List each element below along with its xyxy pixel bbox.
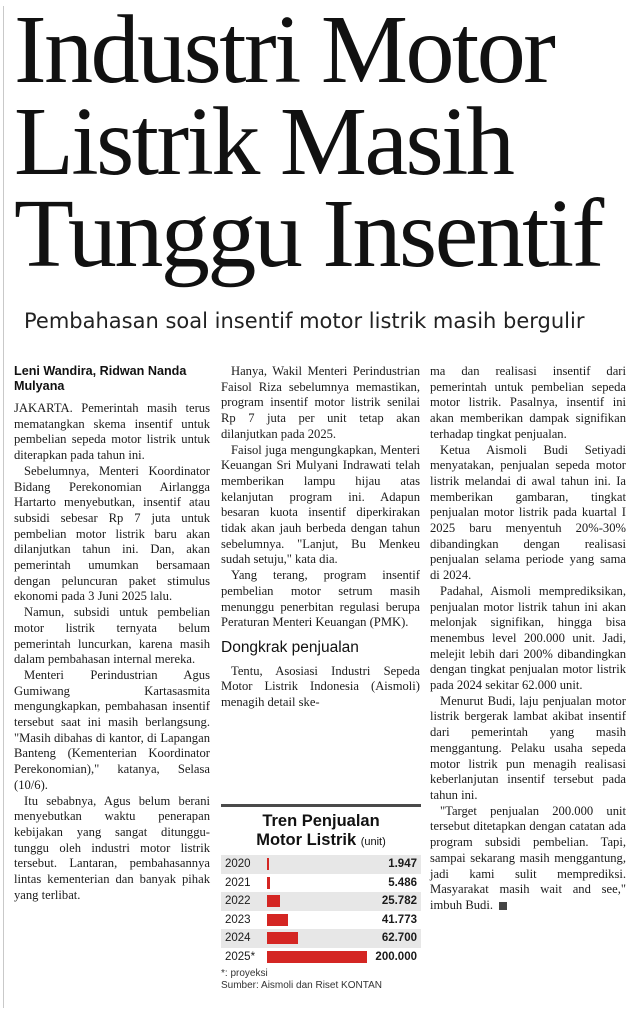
- chart-bar-track: [267, 895, 367, 907]
- paragraph: [430, 804, 626, 914]
- chart-row: [221, 855, 421, 874]
- closing-quote-text: "Target penjualan 200.000 unit tersebut ditetapkan dengan catatan ada program subsidi pembelian. Tapi, sampai sekarang masih menggantung, jadi kami sulit memprediksi. Masyarakat masih wait and see," imbuh Budi.: [430, 803, 626, 912]
- chart-unit: (unit): [360, 836, 386, 848]
- chart-value-label: 25.782: [381, 895, 417, 908]
- column-3: [430, 364, 626, 914]
- chart-year-label: 2024: [225, 932, 251, 945]
- paragraph: ma dan realisasi insentif dari pemerintah untuk pembelian sepeda motor listrik. Pasalnya, insentif ini akan memberikan dampak signifikan terhadap tingkat penjualan.: [430, 364, 626, 441]
- paragraph: Yang terang, program insentif pembelian motor setrum masih menunggu penerbitan regulasi berupa Peraturan Menteri Keuangan (PMK).: [221, 568, 420, 630]
- chart-bar: [267, 895, 280, 907]
- subheading: Dongkrak penjualan: [221, 638, 359, 656]
- chart-value-label: 62.700: [381, 932, 417, 945]
- paragraph: Faisol juga mengungkapkan, Menteri Keuangan Sri Mulyani Indrawati telah memberikan lampu hijau atas kelanjutan program ini. Adapun besaran kuota insentif diperkirakan tidak akan jauh berbeda dengan tahun sebelumnya. "Lanjut, Bu Menkeu sudah setuju," kata dia.: [221, 442, 420, 567]
- paragraph: Ketua Aismoli Budi Setiyadi menyatakan, penjualan sepeda motor listrik melandai di awal tahun ini. Ia memberikan gambaran, tingkat penjualan motor listrik pada kuartal I 2025 baru menyentuh 20%-30% dibandingkan dengan realisasi penjualan selama periode yang sama di 2024.: [430, 442, 626, 583]
- chart-bar: [267, 877, 270, 889]
- chart-bar: [267, 932, 298, 944]
- headline-line-1: Industri Motor: [14, 0, 554, 104]
- paragraph: Padahal, Aismoli memprediksikan, penjualan motor listrik tahun ini akan melonjak signifikan, hingga bisa menembus level 200.000 unit. Jadi, melejit lebih dari 200% dibandingkan dengan tingkat penjualan motor listrik pada 2024 sekitar 62.000 unit.: [430, 583, 626, 693]
- paragraph: Tentu, Asosiasi Industri Sepeda Motor Listrik Indonesia (Aismoli) menagih detail ske-: [221, 663, 420, 710]
- chart-year-label: 2021: [225, 876, 251, 889]
- chart-bar-track: [267, 914, 367, 926]
- chart-bar: [267, 914, 288, 926]
- chart-year-label: 2023: [225, 913, 251, 926]
- chart-bar-track: [267, 877, 367, 889]
- chart-title-line-2: [221, 831, 421, 852]
- end-mark-icon: [499, 902, 507, 910]
- chart-row: [221, 929, 421, 948]
- chart-value-label: 200.000: [375, 950, 417, 963]
- chart-value-label: 41.773: [381, 913, 417, 926]
- chart-year-label: 2020: [225, 858, 251, 871]
- chart-row: [221, 874, 421, 893]
- chart-bar: [267, 858, 269, 870]
- chart-value-label: 5.486: [388, 876, 417, 889]
- paragraph: Sebelumnya, Menteri Koordinator Bidang Perekonomian Airlangga Hartarto menyebutkan, insentif atau subsidi sebesar Rp 7 juta untuk pembelian motor listrik baru akan dilanjutkan tahun ini. Dan, akan pemerintah umumkan bersamaan dengan peluncuran paket stimulus ekonomi pada 3 Juni 2025 lalu.: [14, 463, 210, 604]
- paragraph: JAKARTA. Pemerintah masih terus mematangkan skema insentif untuk pembelian sepeda motor listrik untuk diterapkan pada tahun ini.: [14, 401, 210, 463]
- chart-bar: [267, 951, 367, 963]
- chart-year-label: 2025*: [225, 950, 256, 963]
- left-rule: [3, 6, 4, 1008]
- chart-row: [221, 892, 421, 911]
- sales-chart: [221, 804, 421, 1008]
- headline-line-2: Listrik Masih: [14, 88, 513, 196]
- chart-title-line-1: Tren Penjualan: [262, 812, 380, 830]
- chart-title-line-2-text: Motor Listrik: [256, 831, 357, 849]
- chart-value-label: 1.947: [388, 858, 417, 871]
- paragraph: Menteri Perindustrian Agus Gumiwang Kartasasmita mengungkapkan, pembahasan insentif tersebut saat ini masih berlangsung. "Masih dibahas di kantor, di Lapangan Banteng (Kementerian Koordinator Perekonomian)," katanya, Selasa (10/6).: [14, 667, 210, 792]
- chart-bar-track: [267, 858, 367, 870]
- chart-year-label: 2022: [225, 895, 251, 908]
- paragraph: Menurut Budi, laju penjualan motor listrik bergerak lambat akibat insentif dari pemerintah yang masih menggantung. Pelaku usaha sepeda motor listrik pun menagih realisasi keberlanjutan insentif tersebut pada tahun ini.: [430, 693, 626, 802]
- column-1: [14, 364, 210, 904]
- chart-row: [221, 948, 421, 967]
- chart-rows: [221, 855, 421, 966]
- chart-title: [221, 812, 421, 852]
- paragraph: Hanya, Wakil Menteri Perindustrian Faisol Riza sebelumnya memastikan, program insentif motor listrik senilai Rp 7 juta per unit tetap akan dilanjutkan pada 2025.: [221, 364, 420, 441]
- chart-note: *: proyeksi: [221, 968, 268, 979]
- chart-row: [221, 911, 421, 930]
- headline-line-3: Tunggu Insentif: [14, 180, 602, 288]
- chart-bar-track: [267, 932, 367, 944]
- chart-top-rule: [221, 804, 421, 807]
- deck: Pembahasan soal insentif motor listrik masih bergulir: [24, 309, 585, 333]
- byline: Leni Wandira, Ridwan Nanda Mulyana: [14, 364, 187, 393]
- headline: [14, 0, 632, 288]
- chart-bar-track: [267, 951, 367, 963]
- chart-source: Sumber: Aismoli dan Riset KONTAN: [221, 980, 382, 991]
- paragraph: Itu sebabnya, Agus belum berani menyebutkan waktu penerapan kebijakan yang sangat ditunggu-tunggu oleh industri motor listrik tersebut. Lantaran, pembahasannya lintas kementerian dan banyak pihak yang terlibat.: [14, 793, 210, 902]
- paragraph: Namun, subsidi untuk pembelian motor listrik ternyata belum pemerintah luncurkan, karena masih dalam pembahasan internal mereka.: [14, 605, 210, 667]
- column-2: [221, 364, 420, 711]
